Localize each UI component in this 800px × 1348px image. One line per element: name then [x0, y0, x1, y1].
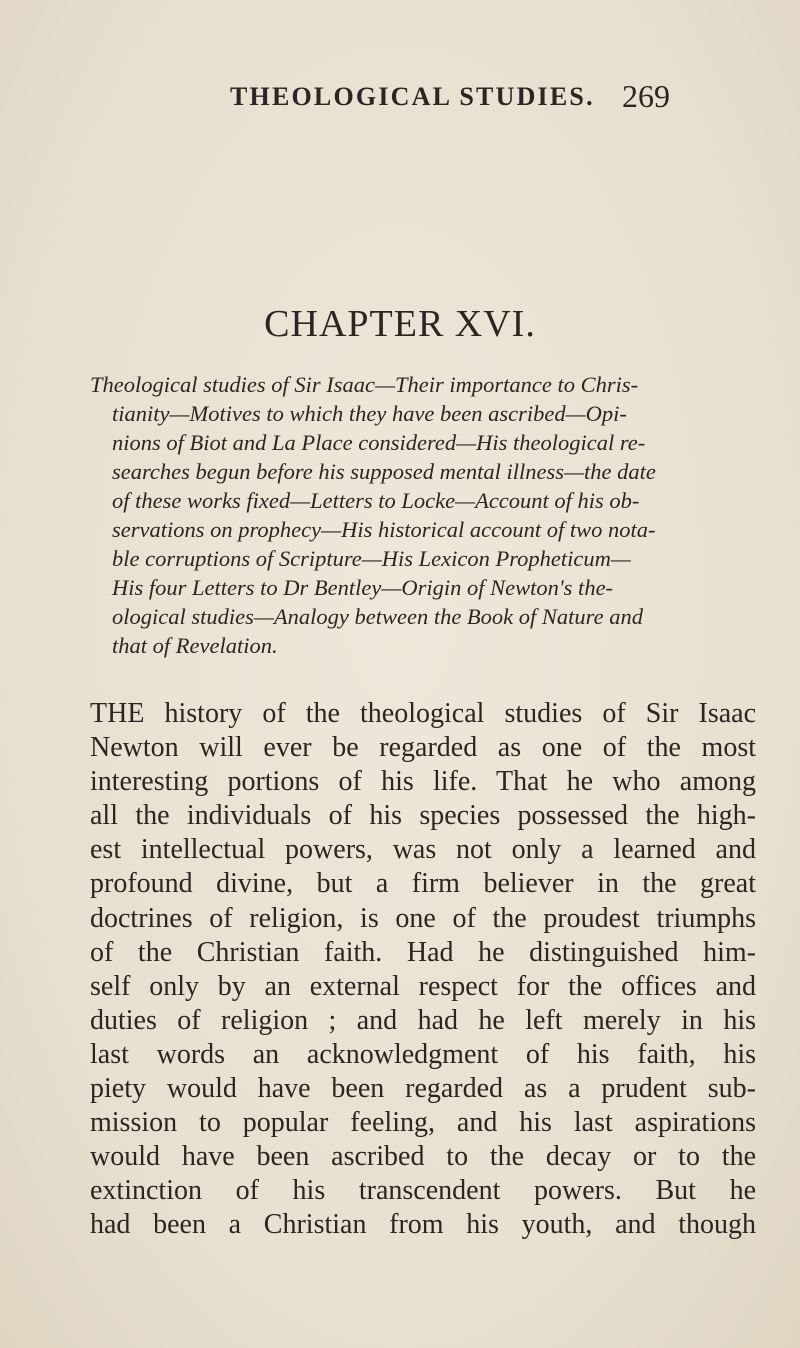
- body-line: had been a Christian from his youth, and though: [90, 1209, 756, 1241]
- summary-line: that of Revelation.: [112, 633, 278, 658]
- body-line: duties of religion ; and had he left merely in his: [90, 1004, 756, 1036]
- running-title: THEOLOGICAL STUDIES.: [230, 82, 595, 111]
- body-line: mission to popular feeling, and his last aspirations: [90, 1107, 756, 1139]
- summary-line: tianity—Motives to which they have been ascribed—Opi-: [112, 401, 627, 426]
- body-line: of the Christian faith. Had he distinguished him-: [90, 936, 756, 968]
- summary-line: Theological studies of Sir Isaac—Their importance to Chris-: [90, 372, 639, 397]
- summary-line: searches begun before his supposed mental illness—the date: [112, 459, 656, 484]
- summary-line: ological studies—Analogy between the Book of Nature and: [112, 604, 643, 629]
- summary-line: servations on prophecy—His historical account of two nota-: [112, 517, 656, 542]
- body-line: profound divine, but a firm believer in the great: [90, 868, 756, 900]
- chapter-summary: [90, 370, 790, 660]
- body-line: would have been ascribed to the decay or to the: [90, 1141, 756, 1173]
- body-line: est intellectual powers, was not only a learned and: [90, 834, 756, 866]
- body-line: Newton will ever be regarded as one of the most: [90, 732, 756, 764]
- body-line: interesting portions of his life. That he who among: [90, 766, 756, 798]
- body-line: THE history of the theological studies of Sir Isaac: [90, 698, 756, 729]
- summary-line: His four Letters to Dr Bentley—Origin of Newton's the-: [112, 575, 614, 600]
- body-line: all the individuals of his species possessed the high-: [90, 800, 756, 832]
- body-line: last words an acknowledgment of his faith, his: [90, 1038, 756, 1070]
- body-line: self only by an external respect for the offices and: [90, 970, 756, 1002]
- summary-line: of these works fixed—Letters to Locke—Account of his ob-: [112, 488, 640, 513]
- body-line: doctrines of religion, is one of the proudest triumphs: [90, 902, 756, 934]
- summary-line: nions of Biot and La Place considered—His theological re-: [112, 430, 646, 455]
- body-line: extinction of his transcendent powers. But he: [90, 1175, 756, 1207]
- summary-line: ble corruptions of Scripture—His Lexicon Propheticum—: [112, 546, 631, 571]
- body-paragraph: [90, 697, 790, 1243]
- chapter-title: CHAPTER XVI.: [264, 303, 536, 345]
- page-number: 269: [622, 78, 670, 114]
- body-line: piety would have been regarded as a prudent sub-: [90, 1073, 756, 1105]
- running-head: [200, 78, 670, 122]
